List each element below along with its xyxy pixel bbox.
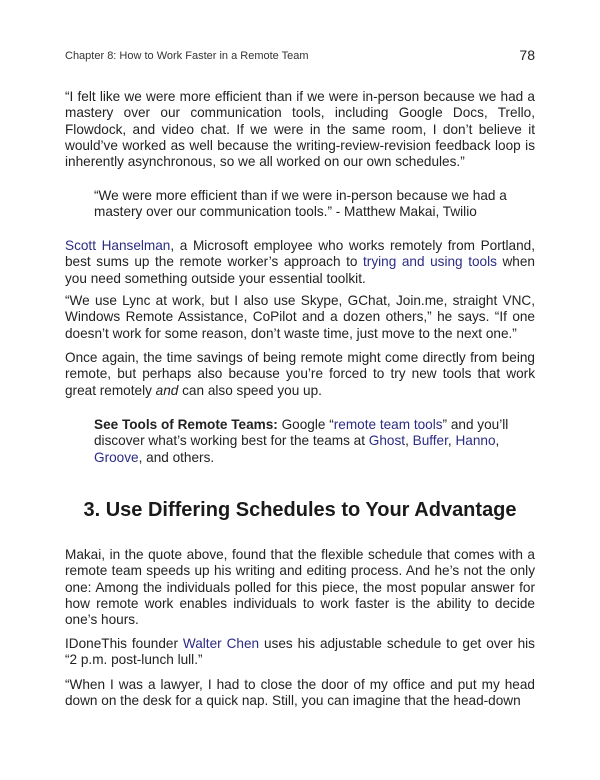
paragraph-once-again (65, 350, 535, 399)
link-trying-and-using-tools[interactable]: trying and using tools (363, 254, 497, 270)
text: , a Microsoft employee who works remotely from Portland, best sums up the remote worker’s approach to (65, 238, 535, 270)
text: uses his adjustable schedule to get over his “2 p.m. post-lunch lull.” (65, 636, 535, 668)
text: , (447, 433, 456, 449)
paragraph-walter-chen (65, 636, 535, 669)
paragraph-hanselman (65, 238, 535, 287)
link-remote-team-tools[interactable]: remote team tools (333, 417, 443, 432)
block-quote: “We were more efficient than if we were in-person because we had a mastery over our communication tools.” - Matthew Makai, Twilio (94, 188, 507, 220)
paragraph-quote-makai: “I felt like we were more efficient than if we were in-person because we had a mastery over our communication tools, including Google Docs, Trello, Flowdock, and video chat. If we were in the same room, I don’t believe it would’ve worked as well because the writing-review-revision feedback loop is inherently asynchronous, so we all worked on our own schedules.” (65, 89, 535, 170)
chapter-header: Chapter 8: How to Work Faster in a Remote Team (65, 50, 309, 62)
link-scott-hanselman[interactable]: Scott Hanselman (65, 238, 171, 253)
text: ” and you’ll discover what’s working best for the teams at (94, 417, 509, 449)
text: , and others. (138, 449, 215, 465)
emphasis: and (155, 382, 179, 398)
text: , (495, 433, 500, 449)
paragraph-lawyer-quote: “When I was a lawyer, I had to close the door of my office and put my head down on the desk for a quick nap. Still, you can imagine that the head-down (65, 677, 535, 709)
paragraph-lync-quote: “We use Lync at work, but I also use Skype, GChat, Join.me, straight VNC, Windows Remote Assistance, CoPilot and a dozen others,” he says. “If one doesn’t work for some reason, don’t waste time, just move to the next one.” (65, 293, 535, 341)
link-walter-chen[interactable]: Walter Chen (182, 636, 260, 651)
text: Once again, the time savings of being remote might come directly from being remote, but perhaps also because you’re forced to try new tools that work great remotely (65, 350, 535, 398)
text: can also speed you up. (178, 382, 322, 398)
link-buffer[interactable]: Buffer (412, 433, 448, 449)
text: , (405, 433, 413, 449)
text: IDoneThis founder (65, 636, 183, 651)
link-groove[interactable]: Groove (94, 449, 139, 465)
paragraph-makai-schedule: Makai, in the quote above, found that the flexible schedule that comes with a remote team speeds up his writing and editing process. And he’s not the only one: Among the individuals polled for this piece, the most popular answer for how remote work enables individuals to work faster is the ability to decide one’s hours. (65, 547, 535, 628)
link-ghost[interactable]: Ghost (368, 433, 406, 449)
text: when you need something outside your essential toolkit. (65, 254, 535, 286)
tip-title: See Tools of Remote Teams: (94, 417, 278, 432)
section-heading: 3. Use Differing Schedules to Your Advantage (83, 499, 517, 521)
text: Google “ (277, 417, 334, 432)
page-number: 78 (519, 47, 535, 63)
tip-box (94, 417, 514, 466)
link-hanno[interactable]: Hanno (455, 433, 496, 449)
